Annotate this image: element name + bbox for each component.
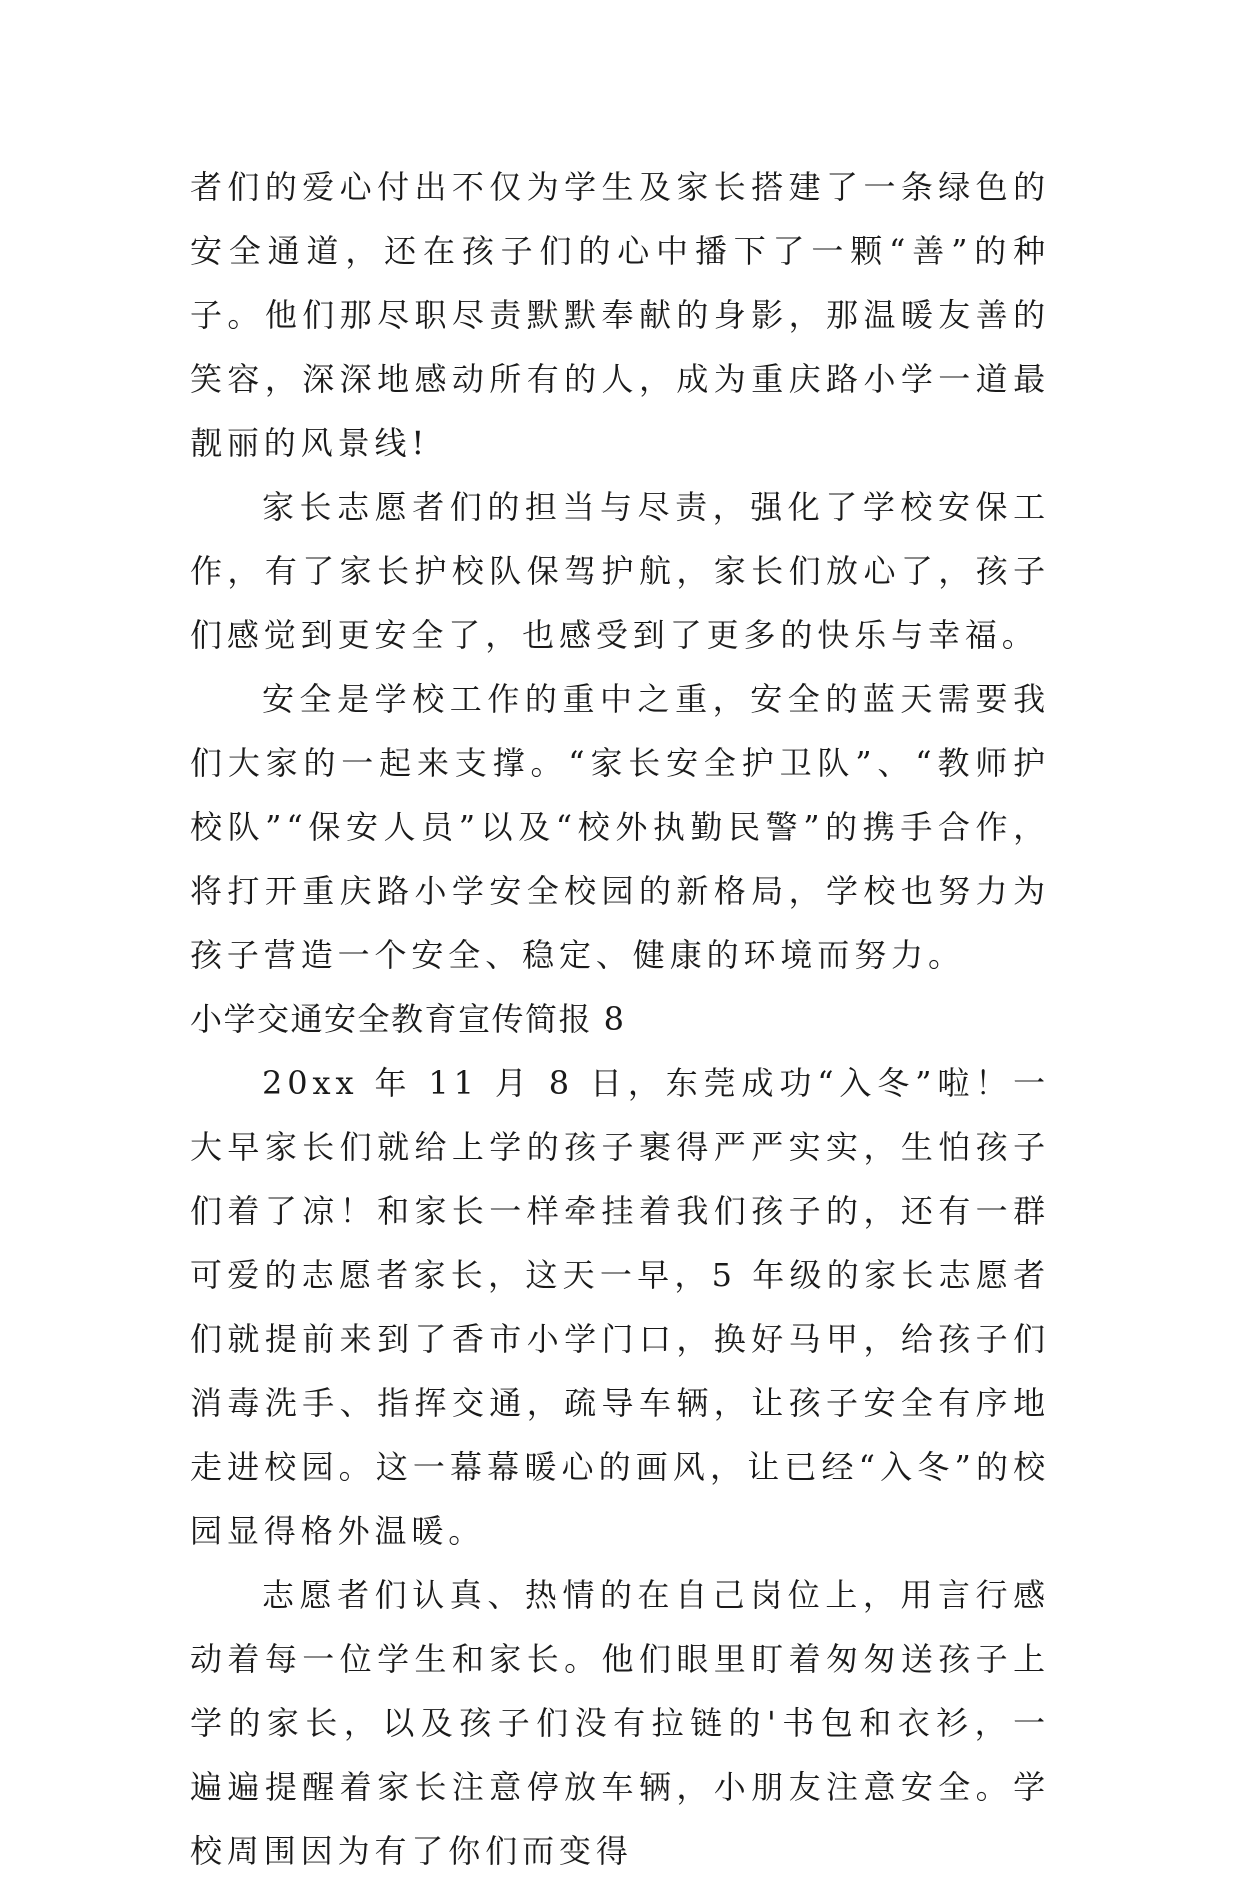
- paragraph-parent-volunteers: 家长志愿者们的担当与尽责，强化了学校安保工作，有了家长护校队保驾护航，家长们放心了，孩子们感觉到更安全了，也感受到了更多的快乐与幸福。: [190, 488, 1050, 654]
- paragraph-winter-arrival: 20xx 年 11 月 8 日，东莞成功“入冬”啦！一大早家长们就给上学的孩子裹得严严实实，生怕孩子们着了凉！和家长一样牵挂着我们孩子的，还有一群可爱的志愿者家长，这天一早，5 年级的家长志愿者们就提前来到了香市小学门口，换好马甲，给孩子们消毒洗手、指挥交通，疏导车辆，让孩子安全有序地走进校园。这一幕幕暖心的画风，让已经“入冬”的校园显得格外温暖。: [190, 1064, 1050, 1550]
- paragraph-volunteer-duties: 志愿者们认真、热情的在自己岗位上，用言行感动着每一位学生和家长。他们眼里盯着匆匆送孩子上学的家长，以及孩子们没有拉链的'书包和衣衫，一遍遍提醒着家长注意停放车辆，小朋友注意安全。学校周围因为有了你们而变得: [190, 1576, 1050, 1870]
- document-body: [190, 155, 1050, 1883]
- paragraph-school-safety: 安全是学校工作的重中之重，安全的蓝天需要我们大家的一起来支撑。“家长安全护卫队”、“教师护校队”“保安人员”以及“校外执勤民警”的携手合作，将打开重庆路小学安全校园的新格局，学校也努力为孩子营造一个安全、稳定、健康的环境而努力。: [190, 680, 1050, 974]
- paragraph-continued: 者们的爱心付出不仅为学生及家长搭建了一条绿色的安全通道，还在孩子们的心中播下了一颗“善”的种子。他们那尽职尽责默默奉献的身影，那温暖友善的笑容，深深地感动所有的人，成为重庆路小学一道最靓丽的风景线!: [190, 168, 1050, 462]
- section-heading: 小学交通安全教育宣传简报 8: [190, 1000, 626, 1038]
